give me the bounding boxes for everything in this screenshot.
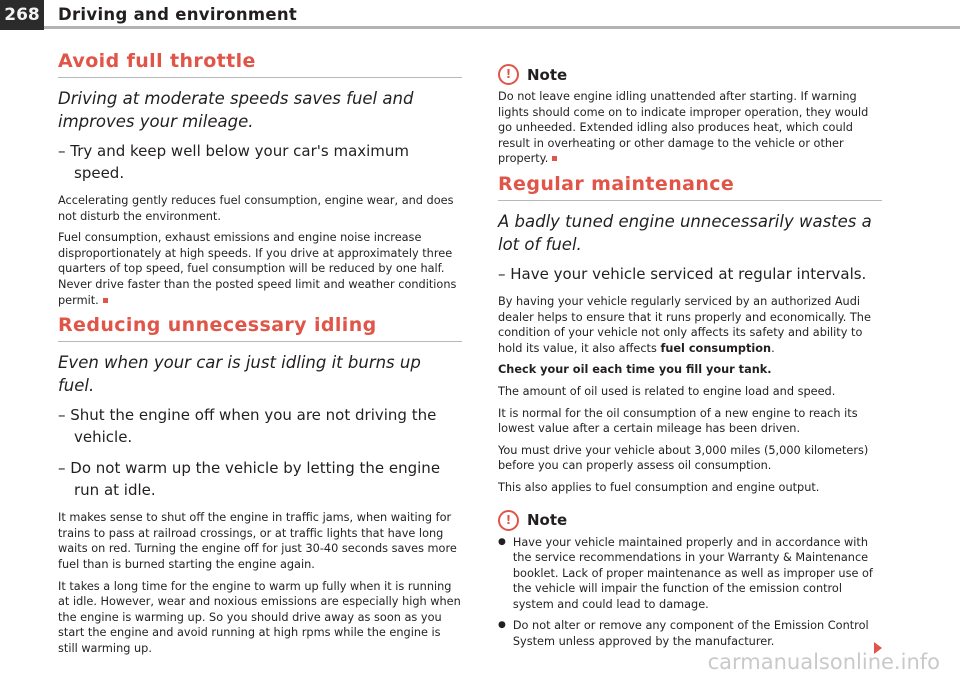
body-paragraph: Accelerating gently reduces fuel consumption, engine wear, and does not disturb the environment. bbox=[58, 194, 454, 223]
bullet-icon: ● bbox=[498, 536, 506, 547]
page-number: 268 bbox=[0, 0, 44, 30]
bullet-icon: ● bbox=[498, 620, 506, 631]
instruction-step: – Do not warm up the vehicle by letting the engine run at idle. bbox=[58, 459, 441, 500]
watermark: carmanualsonline.info bbox=[707, 650, 940, 674]
body-text: Do not leave engine idling unattended after starting. If warning lights should come on to indicate improper operation, they would go unheeded. Extended idling also produces heat, which could result in overheating or other damage to the vehicle or other property. bbox=[498, 90, 869, 166]
body-text: Fuel consumption, exhaust emissions and engine noise increase disproportionately at high speeds. If you drive at approximately three quarters of top speed, fuel consumption will be reduced by one half. Never drive faster than the posted speed limit and weather conditions permit. bbox=[58, 231, 457, 307]
body-paragraph: The amount of oil used is related to engine load and speed. bbox=[498, 384, 836, 398]
body-paragraph: It takes a long time for the engine to warm up fully when it is running at idle. However, wear and noxious emissions are especially high when the engine is warming up. So you should drive away as soon as you start the engine and avoid running at high rpms while the engine is still warming up. bbox=[58, 579, 461, 655]
exclamation-circle-icon: ! bbox=[498, 510, 519, 531]
header-rule bbox=[44, 26, 960, 29]
instruction-step: – Shut the engine off when you are not driving the vehicle. bbox=[58, 406, 437, 447]
running-header-title: Driving and environment bbox=[58, 5, 298, 24]
body-paragraph: It makes sense to shut off the engine in traffic jams, when waiting for trains to pass at railroad crossings, or at traffic lights that have long waits on red. Turning the engine off for just 30-40 seconds saves more fuel than is burned starting the engine again. bbox=[58, 511, 457, 571]
body-paragraph: You must drive your vehicle about 3,000 miles (5,000 kilometers) before you can properly assess oil consumption. bbox=[498, 443, 869, 473]
note-header bbox=[498, 64, 882, 85]
end-of-section-icon bbox=[552, 156, 557, 161]
right-column bbox=[498, 50, 882, 656]
section-lead: A badly tuned engine unnecessarily wastes a lot of fuel. bbox=[498, 211, 872, 254]
left-column bbox=[58, 50, 462, 663]
body-text: By having your vehicle regularly serviced by an authorized Audi dealer helps to ensure that it runs properly and economically. The condition of your vehicle not only affects its safety and ability to hold its value, it also affects bbox=[498, 294, 871, 355]
section-lead: Even when your car is just idling it burns up fuel. bbox=[58, 353, 421, 396]
body-paragraph bbox=[498, 294, 882, 356]
body-text: . bbox=[771, 341, 775, 355]
note-header bbox=[498, 510, 882, 531]
note-text: Do not alter or remove any component of the Emission Control System unless approved by the manufacturer. bbox=[512, 619, 869, 649]
note-label: Note bbox=[527, 511, 568, 529]
end-of-section-icon bbox=[103, 298, 108, 303]
note-text: Have your vehicle maintained properly and in accordance with the service recommendations in your Warranty & Maintenance booklet. Lack of proper maintenance as well as improper use of the vehicle will impair the function of the emission control system and could lead to damage. bbox=[512, 535, 873, 611]
instruction-step: – Have your vehicle serviced at regular intervals. bbox=[498, 264, 867, 283]
section-heading-regular-maintenance: Regular maintenance bbox=[498, 173, 882, 201]
section-heading-reducing-idling: Reducing unnecessary idling bbox=[58, 314, 462, 342]
note-text bbox=[498, 89, 882, 167]
bold-term: fuel consumption bbox=[660, 341, 772, 355]
exclamation-circle-icon: ! bbox=[498, 64, 519, 85]
section-heading-avoid-full-throttle: Avoid full throttle bbox=[58, 50, 462, 78]
note-label: Note bbox=[527, 65, 568, 84]
note-bullet bbox=[498, 535, 882, 619]
section-lead: Driving at moderate speeds saves fuel and improves your mileage. bbox=[58, 89, 414, 131]
body-paragraph: It is normal for the oil consumption of a new engine to reach its lowest value after a certain mileage has been driven. bbox=[498, 406, 858, 436]
instruction-step: – Try and keep well below your car's maximum speed. bbox=[58, 142, 410, 182]
subheading: Check your oil each time you fill your tank. bbox=[498, 363, 772, 377]
body-paragraph bbox=[58, 230, 462, 308]
body-paragraph: This also applies to fuel consumption and engine output. bbox=[498, 480, 820, 494]
